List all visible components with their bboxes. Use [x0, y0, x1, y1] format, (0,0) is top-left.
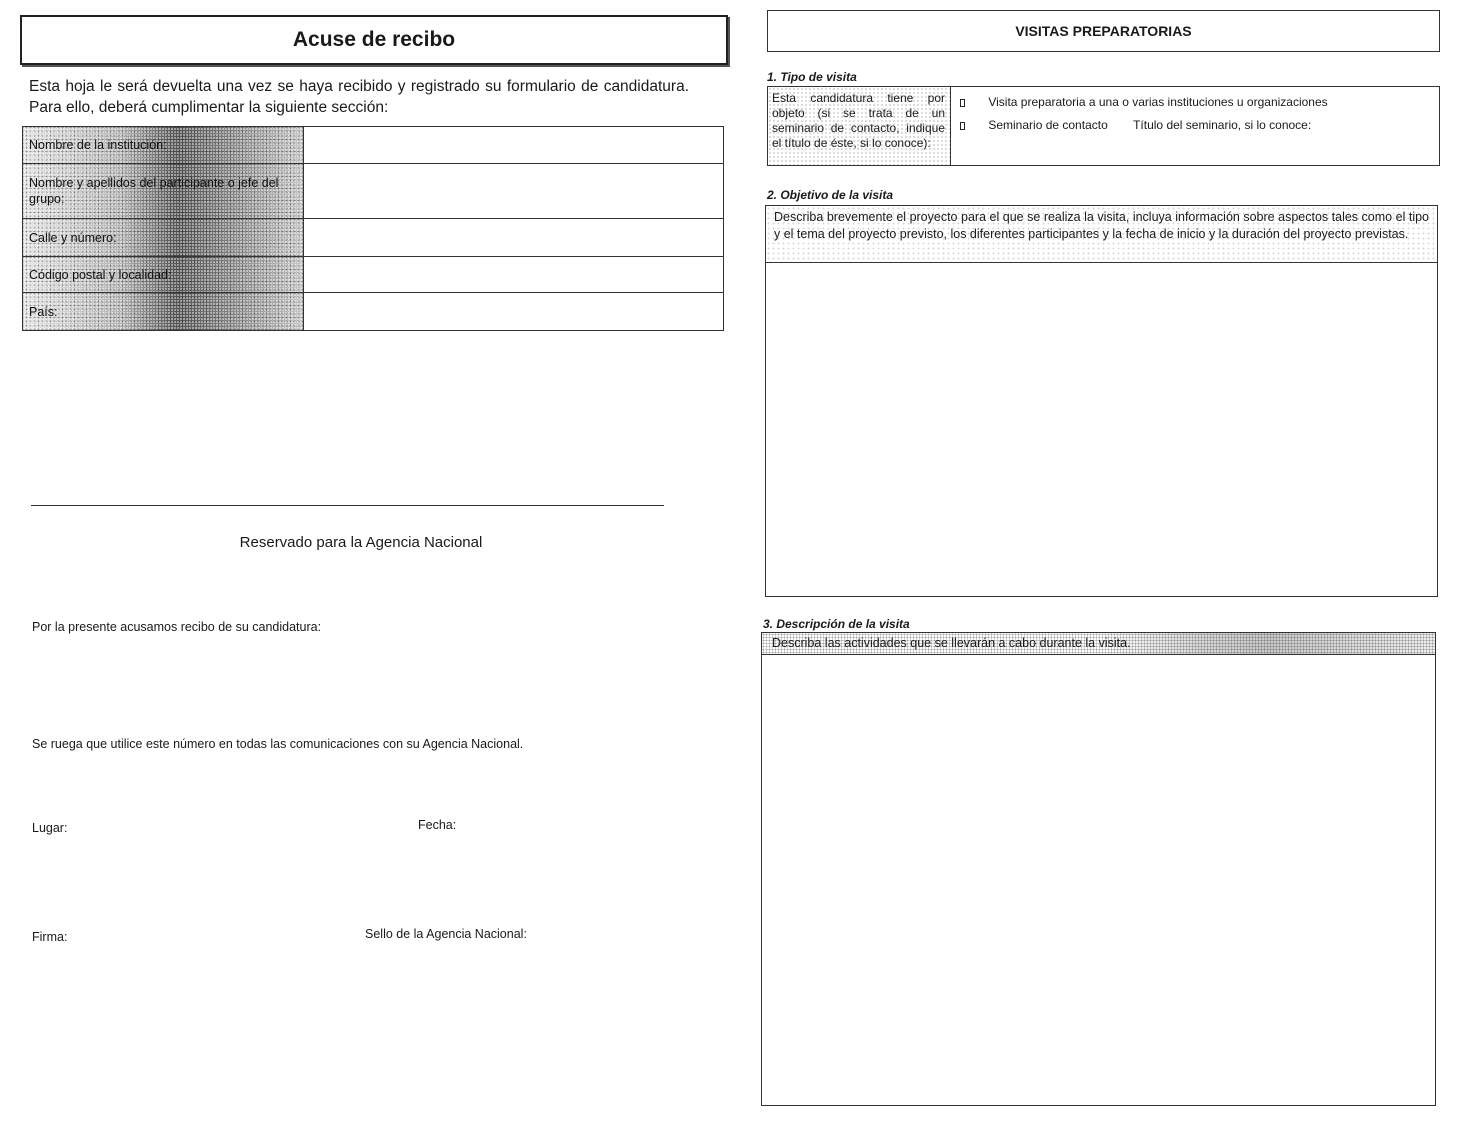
objetivo-instruction: Describa brevemente el proyecto para el que se realiza la visita, incluya información sobre aspectos tales como el tipo y el tema del proyecto previsto, los diferentes participantes y la fecha de inicio y la duración del proyecto previstas. — [766, 206, 1437, 263]
field-input-calle[interactable] — [304, 219, 724, 257]
separator-line — [31, 505, 664, 506]
intro-line-1: Esta hoja le será devuelta una vez se haya recibido y registrado su formulario de candidatura. — [29, 78, 689, 95]
lugar-label: Lugar: — [32, 821, 68, 835]
reserved-title: Reservado para la Agencia Nacional — [239, 534, 483, 551]
field-row — [23, 219, 724, 257]
objetivo-answer-area[interactable] — [766, 264, 1437, 596]
sello-label: Sello de la Agencia Nacional: — [365, 927, 527, 941]
acuse-fields-table — [22, 126, 724, 331]
option-seminario-label: Seminario de contacto — [988, 118, 1108, 132]
firma-label: Firma: — [32, 930, 68, 944]
field-input-nombre[interactable] — [304, 164, 724, 219]
tipo-heading: 1. Tipo de visita — [767, 70, 857, 84]
descripcion-box — [761, 632, 1436, 1106]
fecha-label: Fecha: — [418, 818, 457, 832]
visitas-title: VISITAS PREPARATORIAS — [767, 10, 1440, 52]
field-row — [23, 257, 724, 293]
seminar-title-label: Título del seminario, si lo conoce: — [1133, 118, 1312, 132]
field-row — [23, 164, 724, 219]
field-input-codigo-postal[interactable] — [304, 257, 724, 293]
field-label-nombre: Nombre y apellidos del participante o jefe del grupo: — [23, 164, 304, 219]
field-label-codigo-postal: Código postal y localidad: — [23, 257, 304, 293]
field-label-institucion: Nombre de la institución: — [23, 127, 304, 164]
field-row — [23, 293, 724, 331]
descripcion-answer-area[interactable] — [762, 656, 1435, 1105]
field-label-calle: Calle y número: — [23, 219, 304, 257]
field-input-institucion[interactable] — [304, 127, 724, 164]
acuse-intro — [29, 76, 689, 118]
field-input-pais[interactable] — [304, 293, 724, 331]
field-label-pais: País: — [23, 293, 304, 331]
option-visita-label: Visita preparatoria a una o varias instituciones u organizaciones — [988, 95, 1328, 109]
descripcion-heading: 3. Descripción de la visita — [763, 617, 910, 631]
tipo-question: Esta candidatura tiene por objeto (si se trata de un seminario de contacto, indique el título de éste, si lo conoce): — [768, 87, 951, 165]
objetivo-heading: 2. Objetivo de la visita — [767, 188, 894, 202]
checkbox-visita[interactable] — [960, 99, 965, 107]
option-visita-row — [960, 95, 1328, 109]
acuse-title: Acuse de recibo — [20, 15, 728, 65]
intro-line-2: Para ello, deberá cumplimentar la siguiente sección: — [29, 99, 389, 116]
field-row — [23, 127, 724, 164]
checkbox-seminario[interactable] — [960, 122, 965, 130]
descripcion-instruction: Describa las actividades que se llevarán a cabo durante la visita. — [762, 633, 1435, 655]
option-seminario-row — [960, 118, 1311, 132]
receipt-text: Por la presente acusamos recibo de su candidatura: — [32, 620, 322, 634]
number-note: Se ruega que utilice este número en todas las comunicaciones con su Agencia Nacional. — [32, 737, 524, 751]
objetivo-box — [765, 205, 1438, 597]
tipo-box — [767, 86, 1440, 166]
